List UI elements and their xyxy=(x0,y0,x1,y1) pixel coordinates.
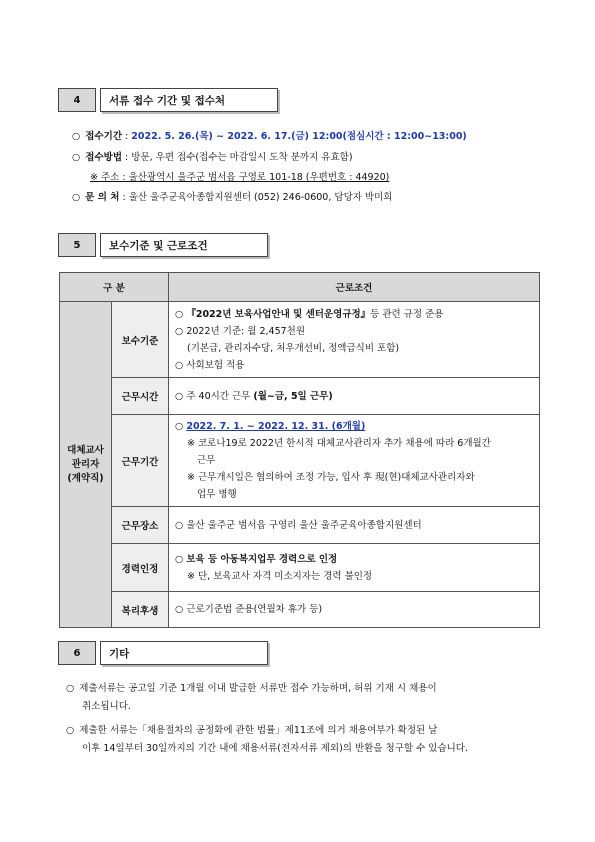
bullet-circle: ○ xyxy=(72,152,81,163)
row-label: 보수기준 xyxy=(112,302,169,378)
section-6-header xyxy=(58,641,268,665)
inquiry-label: 문 의 처 xyxy=(85,192,120,203)
working-conditions-table xyxy=(59,272,540,628)
method-value: 방문, 우편 접수(접수는 마감일시 도착 분까지 유효함) xyxy=(131,152,353,163)
section-title: 보수기준 및 근로조건 xyxy=(100,233,268,257)
period-value: 2022. 5. 26.(목) ~ 2022. 6. 17.(금) 12:00(점심시간 : 12:00~13:00) xyxy=(131,131,467,142)
row-label: 근무장소 xyxy=(112,507,169,544)
section-number: 5 xyxy=(58,233,96,257)
table-header-conditions: 근로조건 xyxy=(169,273,540,302)
notice-paragraph-2: ○ 제출한 서류는「채용절차의 공정화에 관한 법률」제11조에 의거 채용여부가 확정된 날 이후 14일부터 30일까지의 기간 내에 채용서류(전자서류 제외)의 반환을 청구할 수 있습니다. xyxy=(66,725,469,754)
period-label: 접수기간 xyxy=(85,131,123,142)
method-label: 접수방법 xyxy=(85,152,123,163)
row-label: 근무기간 xyxy=(112,415,169,507)
method-line: ○ 접수방법 : 방문, 우편 접수(접수는 마감일시 도착 분까지 유효함) xyxy=(72,152,353,163)
inquiry-line: ○ 문 의 처 : 울산 울주군육아종합지원센터 (052) 246-0600, 담당자 박미희 xyxy=(72,192,393,203)
section-title: 기타 xyxy=(100,641,268,665)
bullet-circle: ○ xyxy=(72,131,81,142)
pay-standard-cell: ○ 『2022년 보육사업안내 및 센터운영규정』등 관련 규정 준용 ○ 2022년 기준: 월 2,457천원 (기본급, 관리자수당, 처우개선비, 정액급식비 포함) ○ 사회보험 적용 xyxy=(169,302,540,378)
work-hours-cell: ○ 주 40시간 근무 (월~금, 5일 근무) xyxy=(169,378,540,415)
section-4-header xyxy=(58,88,278,112)
section-number: 4 xyxy=(58,88,96,112)
work-period-cell: ○ 2022. 7. 1. ~ 2022. 12. 31. (6개월) ※ 코로나19로 2022년 한시적 대체교사관리자 추가 채용에 따라 6개월간 근무 ※ 근무개시일은 협의하여 조정 가능, 입사 후 現(현)대체교사관리자와 업무 병행 xyxy=(169,415,540,507)
row-label: 복리후생 xyxy=(112,592,169,628)
category-cell: 대체교사 관리자 (계약직) xyxy=(60,302,112,628)
inquiry-value: 울산 울주군육아종합지원센터 (052) 246-0600, 담당자 박미희 xyxy=(128,192,393,203)
address-line: ※ 주소 : 울산광역시 울주군 범서읍 구영로 101-18 (우편번호 : 44920) xyxy=(90,172,390,183)
career-cell: ○ 보육 등 아동복지업무 경력으로 인정 ※ 단, 보육교사 자격 미소지자는 경력 불인정 xyxy=(169,544,540,592)
period-line: ○ 접수기간 : 2022. 5. 26.(목) ~ 2022. 6. 17.(금) 12:00(점심시간 : 12:00~13:00) xyxy=(72,131,467,142)
row-label: 근무시간 xyxy=(112,378,169,415)
section-number: 6 xyxy=(58,641,96,665)
notice-paragraph-1: ○ 제출서류는 공고일 기준 1개월 이내 발급한 서류만 접수 가능하며, 허위 기재 시 채용이 취소됩니다. xyxy=(66,683,437,712)
workplace-cell: ○ 울산 울주군 범서읍 구영리 울산 울주군육아종합지원센터 xyxy=(169,507,540,544)
section-5-header xyxy=(58,233,268,257)
welfare-cell: ○ 근로기준법 준용(연월차 휴가 등) xyxy=(169,592,540,628)
row-label: 경력인정 xyxy=(112,544,169,592)
table-header-category: 구 분 xyxy=(60,273,169,302)
section-title: 서류 접수 기간 및 접수처 xyxy=(100,88,278,112)
bullet-circle: ○ xyxy=(72,192,81,203)
